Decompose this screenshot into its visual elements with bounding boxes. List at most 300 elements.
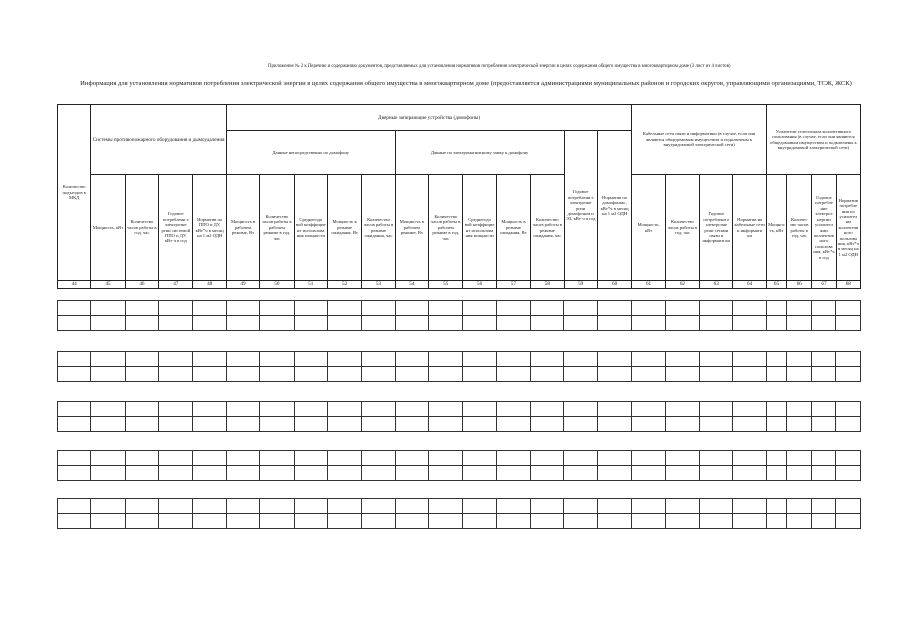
header-door-locks: Дверные запирающие устройства (домофоны)	[226, 105, 632, 131]
header-intercom-direct: Данные непосредственно по домофону	[226, 131, 395, 175]
empty-cell[interactable]	[395, 316, 428, 331]
empty-cell[interactable]	[395, 367, 428, 382]
empty-cell[interactable]	[836, 367, 861, 382]
blank-block	[57, 498, 861, 529]
empty-cell[interactable]	[362, 417, 395, 432]
empty-cell[interactable]	[125, 499, 158, 514]
empty-cell[interactable]	[632, 451, 665, 466]
empty-cell[interactable]	[125, 451, 158, 466]
empty-cell[interactable]	[226, 367, 259, 382]
col-number: 47	[159, 281, 193, 289]
empty-cell[interactable]	[531, 451, 564, 466]
empty-cell[interactable]	[531, 402, 564, 417]
col-number: 68	[836, 281, 860, 289]
col-number: 55	[429, 281, 463, 289]
empty-cell[interactable]	[294, 367, 327, 382]
col-number: 44	[58, 281, 91, 289]
empty-cell[interactable]	[429, 316, 463, 331]
empty-cell[interactable]	[91, 316, 125, 331]
empty-cell[interactable]	[812, 451, 836, 466]
empty-cell[interactable]	[531, 367, 564, 382]
empty-cell[interactable]	[632, 499, 665, 514]
empty-cell[interactable]	[699, 402, 732, 417]
empty-cell[interactable]	[463, 417, 496, 432]
blank-block	[57, 450, 861, 481]
empty-cell[interactable]	[699, 352, 732, 367]
empty-cell[interactable]	[260, 514, 294, 529]
empty-cell[interactable]	[496, 514, 530, 529]
empty-cell[interactable]	[597, 466, 631, 481]
empty-cell[interactable]	[226, 514, 259, 529]
empty-cell[interactable]	[294, 514, 327, 529]
empty-cell[interactable]	[766, 352, 786, 367]
empty-cell[interactable]	[632, 367, 665, 382]
col-54-header: Мощность в рабочем режиме, Вт	[395, 175, 428, 281]
col-number: 52	[327, 281, 361, 289]
empty-cell[interactable]	[362, 451, 395, 466]
empty-cell[interactable]	[429, 514, 463, 529]
empty-cell[interactable]	[812, 301, 836, 316]
empty-cell[interactable]	[632, 402, 665, 417]
empty-cell[interactable]	[531, 316, 564, 331]
empty-cell[interactable]	[327, 301, 361, 316]
empty-cell[interactable]	[699, 466, 732, 481]
empty-cell[interactable]	[193, 466, 226, 481]
empty-cell[interactable]	[362, 402, 395, 417]
empty-cell[interactable]	[91, 417, 125, 432]
empty-cell[interactable]	[733, 316, 766, 331]
empty-cell[interactable]	[226, 316, 259, 331]
empty-cell[interactable]	[597, 352, 631, 367]
empty-cell[interactable]	[564, 352, 597, 367]
col-62-header: Количество часов работы в год, час	[665, 175, 699, 281]
empty-cell[interactable]	[193, 499, 226, 514]
col-number: 59	[564, 281, 597, 289]
empty-cell[interactable]	[193, 417, 226, 432]
empty-cell[interactable]	[786, 316, 811, 331]
empty-cell[interactable]	[429, 499, 463, 514]
empty-cell[interactable]	[632, 417, 665, 432]
empty-cell[interactable]	[58, 402, 91, 417]
col-52-header: Мощность в режиме ожидания, Вт	[327, 175, 361, 281]
empty-cell[interactable]	[395, 451, 428, 466]
empty-cell[interactable]	[463, 466, 496, 481]
empty-cell[interactable]	[531, 466, 564, 481]
empty-cell[interactable]	[766, 417, 786, 432]
col-number: 45	[91, 281, 125, 289]
empty-cell[interactable]	[597, 402, 631, 417]
empty-cell[interactable]	[327, 499, 361, 514]
empty-cell[interactable]	[91, 466, 125, 481]
col-66-header: Количес тво часов работы в год, час	[787, 175, 812, 281]
empty-cell[interactable]	[463, 514, 496, 529]
empty-cell[interactable]	[766, 316, 786, 331]
empty-cell[interactable]	[58, 417, 91, 432]
empty-cell[interactable]	[260, 499, 294, 514]
empty-cell[interactable]	[496, 367, 530, 382]
empty-cell[interactable]	[159, 301, 193, 316]
empty-cell[interactable]	[327, 352, 361, 367]
empty-cell[interactable]	[665, 352, 699, 367]
empty-cell[interactable]	[812, 352, 836, 367]
empty-cell[interactable]	[226, 301, 259, 316]
empty-cell[interactable]	[362, 466, 395, 481]
header-tv-amplifiers: Усилители телесигнала коллективного пользования (в случае, если они являются общедомовым имуществом и подключены к внутридомовой электрической сети)	[766, 105, 860, 175]
empty-cell[interactable]	[327, 514, 361, 529]
empty-cell[interactable]	[836, 402, 861, 417]
appendix-note: Приложение № 2 к Перечню и содержанию документов, представляемых для установления нормативов потребления электрической энергии в целях содержания общего имущества в многоквартирном доме (3 лист из 4 листов)	[268, 64, 731, 69]
empty-cell[interactable]	[632, 301, 665, 316]
empty-cell[interactable]	[836, 451, 861, 466]
col-number: 58	[531, 281, 564, 289]
empty-cell[interactable]	[327, 316, 361, 331]
col-number: 49	[226, 281, 259, 289]
empty-cell[interactable]	[429, 417, 463, 432]
empty-cell[interactable]	[632, 466, 665, 481]
empty-cell[interactable]	[463, 367, 496, 382]
empty-cell[interactable]	[226, 451, 259, 466]
col-60-header: Норматив по домофонам , кВт*ч в месяц на 1 м2 ОДН	[597, 131, 632, 281]
empty-cell[interactable]	[429, 402, 463, 417]
empty-cell[interactable]	[226, 417, 259, 432]
empty-cell[interactable]	[327, 451, 361, 466]
empty-cell[interactable]	[226, 466, 259, 481]
col-number: 51	[294, 281, 327, 289]
empty-cell[interactable]	[125, 301, 158, 316]
col-50-header: Количество часов работы в рабочем режиме в год, час	[260, 175, 294, 281]
empty-cell[interactable]	[786, 514, 811, 529]
empty-cell[interactable]	[766, 466, 786, 481]
empty-cell[interactable]	[733, 367, 766, 382]
empty-cell[interactable]	[429, 466, 463, 481]
empty-cell[interactable]	[395, 301, 428, 316]
empty-cell[interactable]	[327, 367, 361, 382]
empty-cell[interactable]	[531, 499, 564, 514]
empty-cell[interactable]	[766, 402, 786, 417]
empty-cell[interactable]	[429, 352, 463, 367]
empty-cell[interactable]	[786, 301, 811, 316]
empty-cell[interactable]	[58, 352, 91, 367]
empty-cell[interactable]	[395, 466, 428, 481]
empty-cell[interactable]	[193, 301, 226, 316]
empty-cell[interactable]	[429, 451, 463, 466]
empty-cell[interactable]	[58, 466, 91, 481]
table-row	[58, 301, 861, 316]
empty-cell[interactable]	[395, 402, 428, 417]
empty-cell[interactable]	[91, 499, 125, 514]
empty-cell[interactable]	[91, 402, 125, 417]
col-58-header: Количество часов работы в режиме ожидания, час	[531, 175, 564, 281]
empty-cell[interactable]	[733, 402, 766, 417]
empty-cell[interactable]	[260, 352, 294, 367]
empty-cell[interactable]	[91, 367, 125, 382]
empty-cell[interactable]	[159, 367, 193, 382]
empty-cell[interactable]	[786, 417, 811, 432]
empty-cell[interactable]	[632, 514, 665, 529]
empty-cell[interactable]	[193, 316, 226, 331]
empty-cell[interactable]	[125, 367, 158, 382]
empty-cell[interactable]	[665, 499, 699, 514]
empty-cell[interactable]	[226, 499, 259, 514]
empty-cell[interactable]	[58, 316, 91, 331]
empty-cell[interactable]	[665, 316, 699, 331]
empty-cell[interactable]	[362, 499, 395, 514]
empty-cell[interactable]	[496, 402, 530, 417]
empty-cell[interactable]	[294, 451, 327, 466]
empty-cell[interactable]	[597, 367, 631, 382]
empty-cell[interactable]	[812, 466, 836, 481]
empty-cell[interactable]	[564, 417, 597, 432]
empty-cell[interactable]	[836, 514, 861, 529]
col-51-header: Среднегодо вой коэффицие нт использова ния мощности	[294, 175, 327, 281]
empty-cell[interactable]	[733, 466, 766, 481]
header-fire-systems: Системы противопожарного оборудования и дымоудаления	[91, 105, 226, 175]
empty-cell[interactable]	[58, 301, 91, 316]
empty-cell[interactable]	[733, 514, 766, 529]
empty-cell[interactable]	[429, 301, 463, 316]
empty-cell[interactable]	[260, 301, 294, 316]
empty-cell[interactable]	[159, 417, 193, 432]
col-46-header: Количество часов работы в год, час	[125, 175, 158, 281]
empty-cell[interactable]	[362, 352, 395, 367]
empty-cell[interactable]	[733, 451, 766, 466]
empty-cell[interactable]	[294, 499, 327, 514]
empty-cell[interactable]	[786, 402, 811, 417]
empty-cell[interactable]	[564, 499, 597, 514]
empty-cell[interactable]	[294, 301, 327, 316]
empty-cell[interactable]	[193, 352, 226, 367]
empty-cell[interactable]	[496, 451, 530, 466]
empty-cell[interactable]	[496, 301, 530, 316]
empty-cell[interactable]	[294, 402, 327, 417]
empty-cell[interactable]	[159, 402, 193, 417]
empty-cell[interactable]	[159, 352, 193, 367]
empty-cell[interactable]	[564, 514, 597, 529]
empty-cell[interactable]	[812, 316, 836, 331]
empty-cell[interactable]	[294, 417, 327, 432]
empty-cell[interactable]	[786, 499, 811, 514]
empty-cell[interactable]	[226, 402, 259, 417]
empty-cell[interactable]	[733, 417, 766, 432]
empty-cell[interactable]	[193, 367, 226, 382]
col-number: 61	[632, 281, 665, 289]
col-number: 63	[700, 281, 733, 289]
empty-cell[interactable]	[496, 316, 530, 331]
empty-cell[interactable]	[665, 301, 699, 316]
empty-cell[interactable]	[395, 417, 428, 432]
col-number: 53	[362, 281, 395, 289]
empty-cell[interactable]	[362, 316, 395, 331]
col-number: 56	[463, 281, 496, 289]
empty-cell[interactable]	[395, 352, 428, 367]
empty-cell[interactable]	[597, 499, 631, 514]
empty-cell[interactable]	[597, 451, 631, 466]
empty-cell[interactable]	[327, 417, 361, 432]
empty-cell[interactable]	[429, 367, 463, 382]
empty-cell[interactable]	[836, 352, 861, 367]
empty-cell[interactable]	[294, 466, 327, 481]
empty-cell[interactable]	[531, 417, 564, 432]
empty-cell[interactable]	[463, 499, 496, 514]
empty-cell[interactable]	[766, 514, 786, 529]
empty-cell[interactable]	[733, 499, 766, 514]
empty-cell[interactable]	[786, 466, 811, 481]
empty-cell[interactable]	[260, 417, 294, 432]
empty-cell[interactable]	[786, 367, 811, 382]
empty-cell[interactable]	[496, 352, 530, 367]
empty-cell[interactable]	[699, 417, 732, 432]
col-67-header: Годовое потребле ние электроэ нергии усилител ями коллектив ного пользова ния, кВт*ч в год	[812, 175, 836, 281]
col-61-header: Мощность, кВт	[632, 175, 665, 281]
col-number: 64	[733, 281, 766, 289]
empty-cell[interactable]	[564, 451, 597, 466]
empty-cell[interactable]	[564, 367, 597, 382]
blank-block	[57, 401, 861, 432]
col-48-header: Норматив по ППО и ДУ, кВт*ч в месяц на 1 м2 ОДН	[193, 175, 226, 281]
col-number: 46	[125, 281, 158, 289]
empty-cell[interactable]	[58, 451, 91, 466]
empty-cell[interactable]	[766, 301, 786, 316]
empty-cell[interactable]	[193, 451, 226, 466]
empty-cell[interactable]	[597, 417, 631, 432]
empty-cell[interactable]	[699, 499, 732, 514]
empty-cell[interactable]	[260, 367, 294, 382]
col-number: 57	[496, 281, 530, 289]
empty-cell[interactable]	[766, 367, 786, 382]
empty-cell[interactable]	[159, 451, 193, 466]
empty-cell[interactable]	[125, 514, 158, 529]
empty-cell[interactable]	[496, 417, 530, 432]
empty-cell[interactable]	[58, 367, 91, 382]
col-number: 48	[193, 281, 226, 289]
empty-cell[interactable]	[463, 402, 496, 417]
empty-cell[interactable]	[699, 451, 732, 466]
empty-cell[interactable]	[597, 316, 631, 331]
empty-cell[interactable]	[597, 514, 631, 529]
col-47-header: Годовое потреблени е электроэне ргии системой ППО и ДУ, кВт·ч в год	[159, 175, 193, 281]
empty-cell[interactable]	[260, 316, 294, 331]
empty-cell[interactable]	[91, 352, 125, 367]
empty-cell[interactable]	[812, 499, 836, 514]
empty-cell[interactable]	[564, 301, 597, 316]
empty-cell[interactable]	[496, 466, 530, 481]
empty-cell[interactable]	[159, 316, 193, 331]
empty-cell[interactable]	[836, 499, 861, 514]
blank-block	[57, 351, 861, 382]
empty-cell[interactable]	[786, 451, 811, 466]
empty-cell[interactable]	[564, 466, 597, 481]
empty-cell[interactable]	[665, 514, 699, 529]
header-cable-networks: Кабельные сети связи и информатики (в случае, если они являются общедомовым имуществом и подключены к внутридомовой электрической сети)	[632, 105, 766, 175]
empty-cell[interactable]	[260, 402, 294, 417]
empty-cell[interactable]	[531, 301, 564, 316]
col-56-header: Среднегодо вой коэффицие нт использова ния мощности	[463, 175, 496, 281]
empty-cell[interactable]	[463, 352, 496, 367]
empty-cell[interactable]	[159, 466, 193, 481]
empty-cell[interactable]	[159, 514, 193, 529]
empty-cell[interactable]	[812, 367, 836, 382]
empty-cell[interactable]	[812, 514, 836, 529]
empty-cell[interactable]	[91, 301, 125, 316]
empty-cell[interactable]	[91, 451, 125, 466]
empty-cell[interactable]	[665, 417, 699, 432]
empty-cell[interactable]	[395, 499, 428, 514]
empty-cell[interactable]	[812, 402, 836, 417]
empty-cell[interactable]	[463, 316, 496, 331]
empty-cell[interactable]	[58, 499, 91, 514]
empty-cell[interactable]	[496, 499, 530, 514]
empty-cell[interactable]	[786, 352, 811, 367]
empty-cell[interactable]	[766, 451, 786, 466]
empty-cell[interactable]	[699, 514, 732, 529]
empty-cell[interactable]	[362, 367, 395, 382]
empty-cell[interactable]	[327, 466, 361, 481]
col-55-header: Количество часов работы в рабочем режиме в год, час	[429, 175, 463, 281]
empty-cell[interactable]	[260, 451, 294, 466]
empty-cell[interactable]	[665, 451, 699, 466]
empty-cell[interactable]	[58, 514, 91, 529]
empty-cell[interactable]	[699, 316, 732, 331]
empty-cell[interactable]	[632, 352, 665, 367]
empty-cell[interactable]	[699, 301, 732, 316]
empty-cell[interactable]	[812, 417, 836, 432]
empty-cell[interactable]	[362, 301, 395, 316]
col-49-header: Мощность в рабочем режиме, Вт	[226, 175, 259, 281]
empty-cell[interactable]	[531, 352, 564, 367]
empty-cell[interactable]	[125, 417, 158, 432]
empty-cell[interactable]	[91, 514, 125, 529]
empty-cell[interactable]	[733, 301, 766, 316]
empty-cell[interactable]	[564, 316, 597, 331]
empty-cell[interactable]	[125, 402, 158, 417]
empty-cell[interactable]	[836, 301, 861, 316]
empty-cell[interactable]	[260, 466, 294, 481]
empty-cell[interactable]	[362, 514, 395, 529]
form-title: Информация для установления нормативов потребления электрической энергии в целях содержания общего имущества в многоквартирном доме (предоставляется администрациями муниципальных районов и городских округов, управляющими организациями, ТСЖ, ЖСК)	[80, 80, 852, 87]
empty-cell[interactable]	[193, 402, 226, 417]
empty-cell[interactable]	[159, 499, 193, 514]
empty-cell[interactable]	[597, 301, 631, 316]
col-57-header: Мощность в режиме ожидания, Вт	[496, 175, 530, 281]
empty-cell[interactable]	[665, 466, 699, 481]
empty-cell[interactable]	[463, 451, 496, 466]
empty-cell[interactable]	[665, 367, 699, 382]
empty-cell[interactable]	[632, 316, 665, 331]
empty-cell[interactable]	[836, 466, 861, 481]
table-row	[58, 466, 861, 481]
col-number: 67	[812, 281, 836, 289]
empty-cell[interactable]	[125, 352, 158, 367]
empty-cell[interactable]	[733, 352, 766, 367]
empty-cell[interactable]	[665, 402, 699, 417]
col-number: 65	[766, 281, 786, 289]
empty-cell[interactable]	[836, 316, 861, 331]
empty-cell[interactable]	[395, 514, 428, 529]
empty-cell[interactable]	[463, 301, 496, 316]
empty-cell[interactable]	[836, 417, 861, 432]
empty-cell[interactable]	[125, 466, 158, 481]
empty-cell[interactable]	[564, 402, 597, 417]
empty-cell[interactable]	[193, 514, 226, 529]
empty-cell[interactable]	[327, 402, 361, 417]
empty-cell[interactable]	[766, 499, 786, 514]
empty-cell[interactable]	[531, 514, 564, 529]
empty-cell[interactable]	[699, 367, 732, 382]
empty-cell[interactable]	[294, 316, 327, 331]
empty-cell[interactable]	[125, 316, 158, 331]
empty-cell[interactable]	[226, 352, 259, 367]
empty-cell[interactable]	[294, 352, 327, 367]
